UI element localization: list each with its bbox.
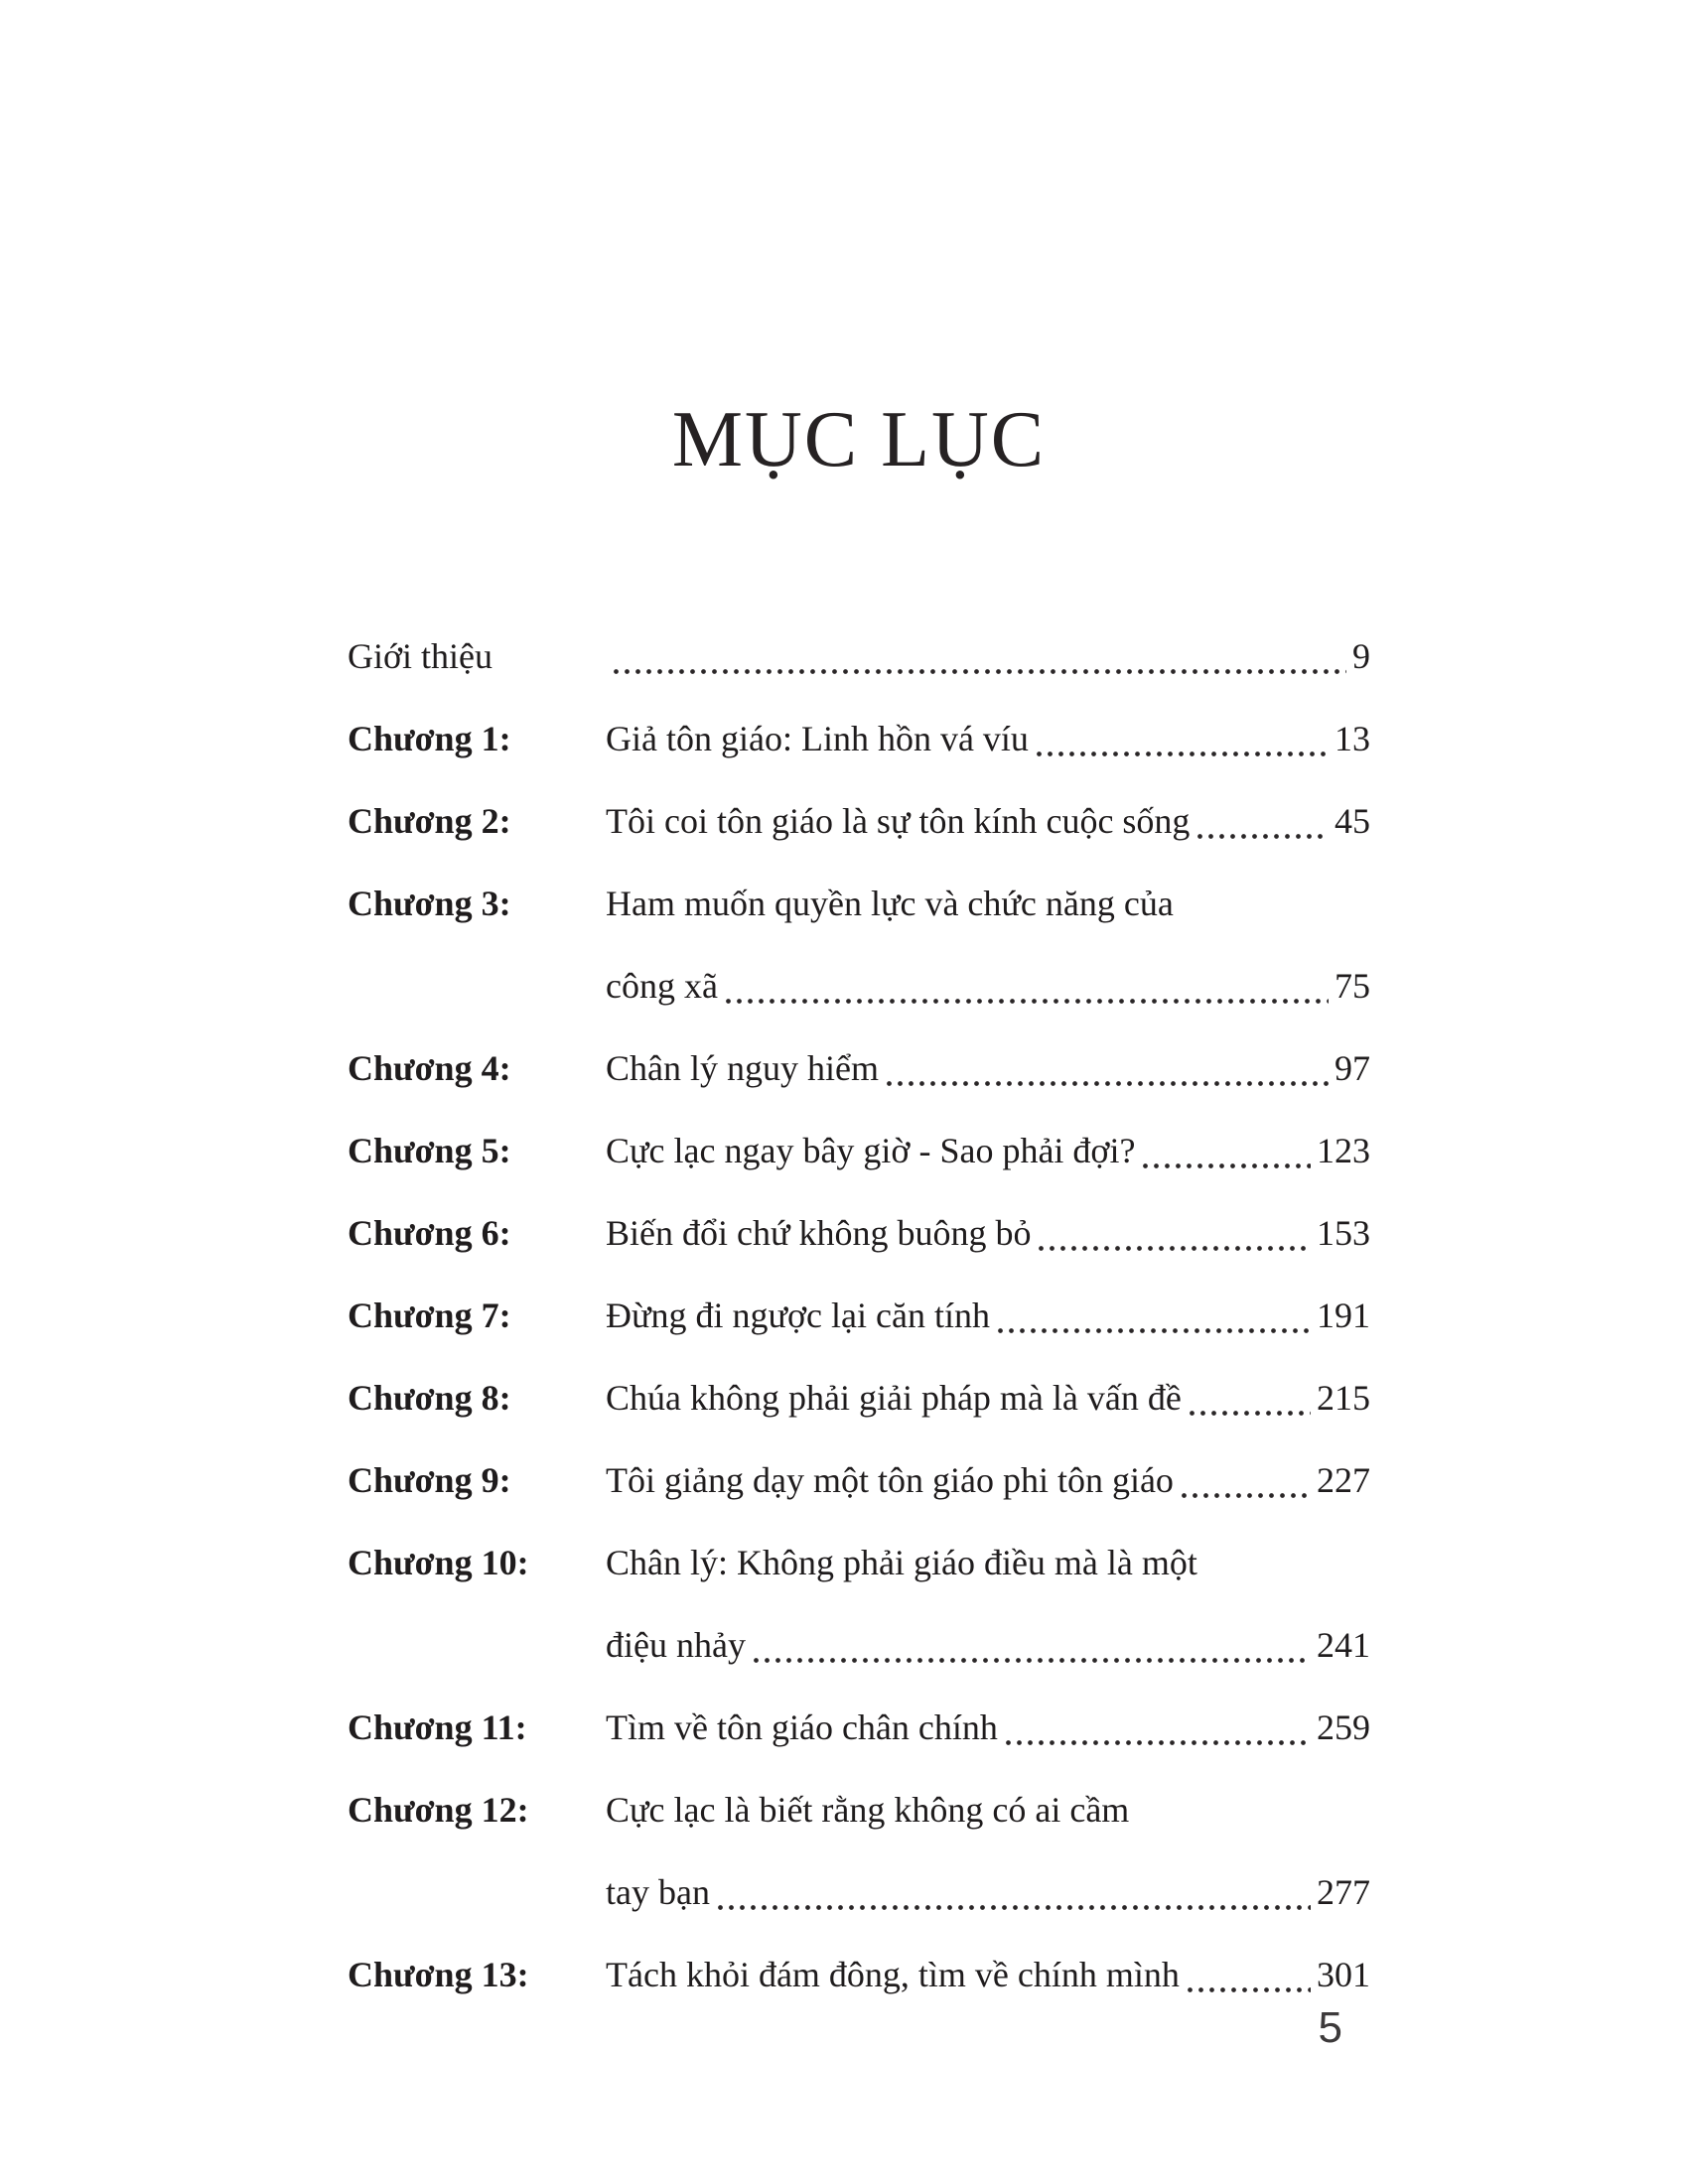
toc-entry-lines [606,1439,1370,1522]
toc-entry [348,1027,1370,1110]
toc-entry-text: Chân lý: Không phải giáo điều mà là một [606,1543,1197,1582]
dot-leader [1182,1493,1311,1498]
toc-entry-label: Chương 12: [348,1790,529,1830]
dot-leader [887,1081,1329,1086]
toc-entry [348,863,1370,1027]
dot-leader [1190,1411,1311,1416]
dot-leader [1197,834,1329,839]
toc-entry-text: điệu nhảy [606,1625,746,1665]
toc-entry-line [606,1275,1370,1357]
toc-entry-lines [606,1275,1370,1357]
toc-entry-text: Cực lạc là biết rằng không có ai cầm [606,1790,1130,1830]
toc-entry-label: Chương 1: [348,719,511,758]
toc-entry-text: Biến đổi chứ không buông bỏ [606,1213,1032,1253]
toc-entry [348,615,1370,698]
toc-entry-label: Chương 10: [348,1543,529,1582]
toc-page-number: 153 [1317,1213,1370,1253]
toc-entry-lines [606,698,1370,780]
toc-entry [348,698,1370,780]
dot-leader [718,1905,1311,1910]
folio-page-number: 5 [1318,2003,1342,2052]
dot-leader [998,1328,1311,1333]
toc-page-number: 301 [1317,1955,1370,1994]
dot-leader [726,999,1329,1004]
toc-entry-text: Cực lạc ngay bây giờ - Sao phải đợi? [606,1131,1136,1170]
toc-entry-text: công xã [606,966,718,1006]
toc-entry-line [606,615,1370,698]
dot-leader [754,1658,1311,1663]
dot-leader [1143,1163,1311,1168]
toc-entry-text: Đừng đi ngược lại căn tính [606,1296,990,1335]
toc-entry-label: Chương 5: [348,1131,511,1170]
toc-entry-text: tay bạn [606,1872,710,1912]
toc-entry-line [606,1687,1370,1769]
toc-entry-label: Chương 7: [348,1296,511,1335]
toc-entry-text: Ham muốn quyền lực và chức năng của [606,884,1174,923]
dot-leader [1037,751,1329,756]
toc-entry [348,1357,1370,1439]
toc-entry [348,1769,1370,1934]
toc-entry-lines [606,1522,1370,1687]
toc-entry-line [606,1769,1370,1851]
toc-page-number: 241 [1317,1625,1370,1665]
toc-entry-text: Tôi coi tôn giáo là sự tôn kính cuộc sống [606,801,1191,841]
toc-page-number: 75 [1335,966,1370,1006]
toc-entry-text: Tìm về tôn giáo chân chính [606,1707,998,1747]
toc-entry-line [606,1027,1370,1110]
toc-entry-lines [606,780,1370,863]
toc-entry-label: Chương 3: [348,884,511,923]
toc-entry-text: Tôi giảng dạy một tôn giáo phi tôn giáo [606,1460,1174,1500]
toc-entry-text: Chân lý nguy hiểm [606,1048,879,1088]
toc-entry [348,780,1370,863]
toc-entry-lines [606,863,1370,1027]
toc-entry-text: Tách khỏi đám đông, tìm về chính mình [606,1955,1180,1994]
toc-entry-line [606,1851,1370,1934]
toc-page-number: 123 [1317,1131,1370,1170]
toc-entry-lines [606,1357,1370,1439]
toc-entry-line [606,1604,1370,1687]
toc-entry-line [606,1522,1370,1604]
toc-page-number: 215 [1317,1378,1370,1418]
toc-entry-label: Chương 6: [348,1213,511,1253]
toc-entry-label: Chương 9: [348,1460,511,1500]
toc-entry-lines [606,615,1370,698]
toc-entry-line [606,698,1370,780]
toc-page-number: 259 [1317,1707,1370,1747]
toc-entry-label: Chương 4: [348,1048,511,1088]
toc-entry-line [606,863,1370,945]
toc-entry-lines [606,1110,1370,1192]
toc-page-number: 9 [1352,636,1370,676]
toc-list [348,615,1370,2016]
toc-entry-label: Chương 2: [348,801,511,841]
toc-entry [348,1687,1370,1769]
dot-leader [614,669,1346,674]
toc-entry-line [606,1357,1370,1439]
toc-entry-label: Chương 11: [348,1707,527,1747]
toc-entry-text: Chúa không phải giải pháp mà là vấn đề [606,1378,1182,1418]
toc-entry-lines [606,1192,1370,1275]
toc-entry-label: Chương 13: [348,1955,529,1994]
toc-page-number: 191 [1317,1296,1370,1335]
toc-entry [348,1192,1370,1275]
toc-entry-label: Chương 8: [348,1378,511,1418]
toc-page-number: 97 [1335,1048,1370,1088]
toc-entry-text: Giả tôn giáo: Linh hồn vá víu [606,719,1029,758]
toc-page-number: 227 [1317,1460,1370,1500]
toc-entry-lines [606,1027,1370,1110]
dot-leader [1039,1246,1311,1251]
toc-entry [348,1522,1370,1687]
toc-entry-label: Giới thiệu [348,636,493,676]
page-title: MỤC LỤC [671,396,1047,483]
toc-page-number: 45 [1335,801,1370,841]
toc-entry [348,1275,1370,1357]
toc-entry-lines [606,1769,1370,1934]
toc-entry-line [606,780,1370,863]
toc-entry-line [606,1439,1370,1522]
toc-page-number: 277 [1317,1872,1370,1912]
toc-entry [348,1439,1370,1522]
toc-entry-line [606,945,1370,1027]
dot-leader [1188,1987,1311,1992]
toc-entry-lines [606,1687,1370,1769]
toc-entry-line [606,1110,1370,1192]
toc-entry-line [606,1192,1370,1275]
toc-page-number: 13 [1335,719,1370,758]
dot-leader [1006,1740,1311,1745]
toc-entry [348,1110,1370,1192]
